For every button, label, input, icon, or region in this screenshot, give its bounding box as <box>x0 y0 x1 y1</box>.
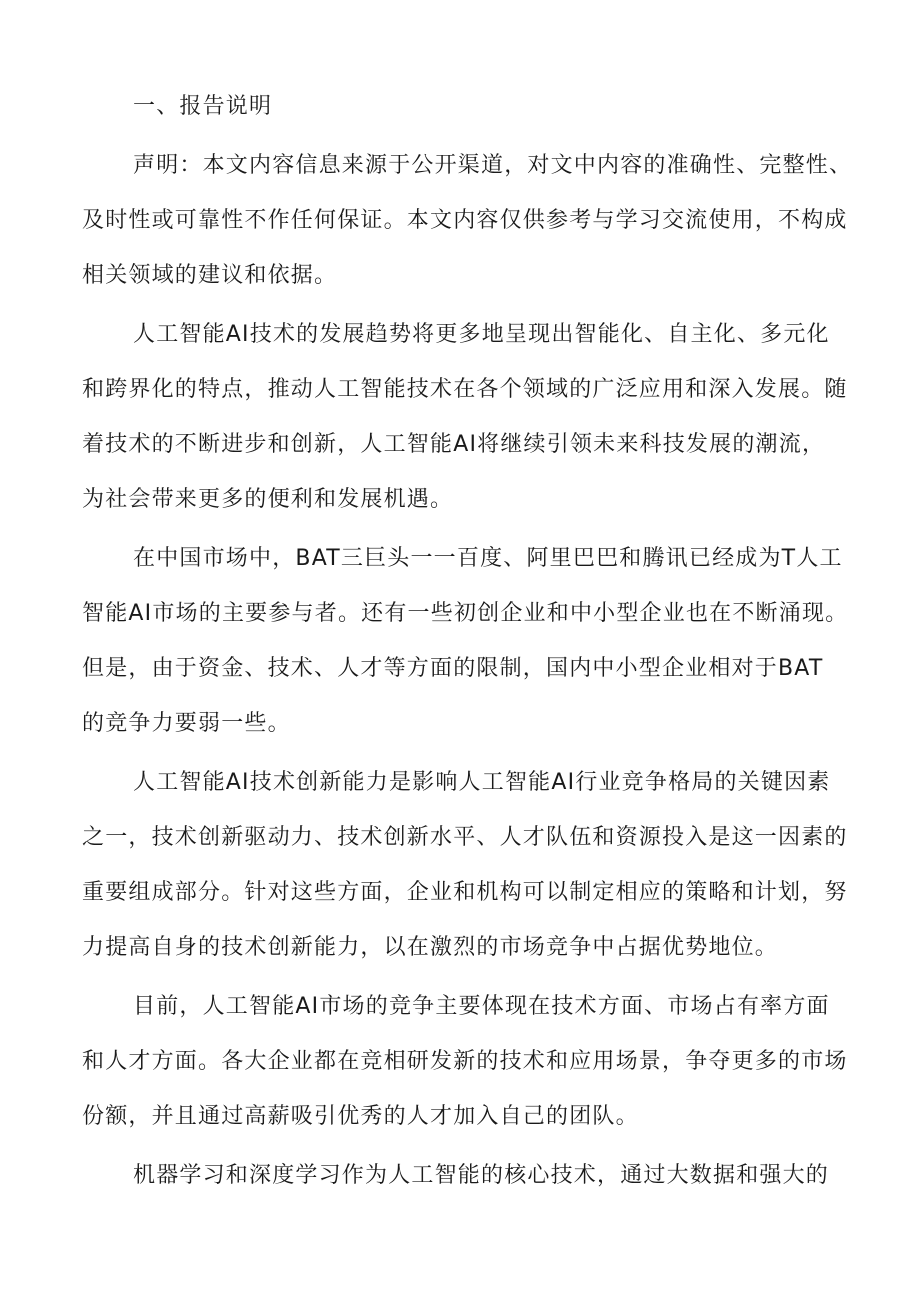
paragraph-line: 之一，技术创新驱动力、技术创新水平、人才队伍和资源投入是这一因素的 <box>82 825 848 850</box>
paragraph-line: 力提高自身的技术创新能力，以在激烈的市场竞争中占据优势地位。 <box>82 935 779 960</box>
paragraph-line: 智能AI市场的主要参与者。还有一些初创企业和中小型企业也在不断涌现。 <box>82 601 849 626</box>
paragraph-line: 机器学习和深度学习作为人工智能的核心技术，通过大数据和强大的 <box>133 1163 830 1188</box>
paragraph-line: 和人才方面。各大企业都在竞相研发新的技术和应用场景，争夺更多的市场 <box>82 1049 848 1074</box>
paragraph-line: 目前，人工智能AI市场的竞争主要体现在技术方面、市场占有率方面 <box>133 994 830 1019</box>
paragraph-line: 相关领域的建议和依据。 <box>82 263 338 288</box>
paragraph-line: 声明：本文内容信息来源于公开渠道，对文中内容的准确性、完整性、 <box>133 153 853 178</box>
paragraph-line: 的竞争力要弱一些。 <box>82 711 291 736</box>
paragraph-line: 及时性或可靠性不作任何保证。本文内容仅供参考与学习交流使用，不构成 <box>82 208 848 233</box>
paragraph-line: 在中国市场中，BAT三巨头一一百度、阿里巴巴和腾讯已经成为T人工 <box>133 546 843 571</box>
paragraph-line: 但是，由于资金、技术、人才等方面的限制，国内中小型企业相对于BAT <box>82 656 824 681</box>
section-heading: 一、报告说明 <box>133 94 273 119</box>
paragraph-line: 重要组成部分。针对这些方面，企业和机构可以制定相应的策略和计划，努 <box>82 880 848 905</box>
paragraph-line: 份额，并且通过高薪吸引优秀的人才加入自己的团队。 <box>82 1104 639 1129</box>
paragraph-line: 着技术的不断进步和创新，人工智能AI将继续引领未来科技发展的潮流， <box>82 432 826 457</box>
paragraph-line: 为社会带来更多的便利和发展机遇。 <box>82 487 454 512</box>
paragraph-line: 和跨界化的特点，推动人工智能技术在各个领域的广泛应用和深入发展。随 <box>82 377 848 402</box>
paragraph-line: 人工智能AI技术的发展趋势将更多地呈现出智能化、自主化、多元化 <box>133 322 830 347</box>
paragraph-line: 人工智能AI技术创新能力是影响人工智能AI行业竞争格局的关键因素 <box>133 770 831 795</box>
